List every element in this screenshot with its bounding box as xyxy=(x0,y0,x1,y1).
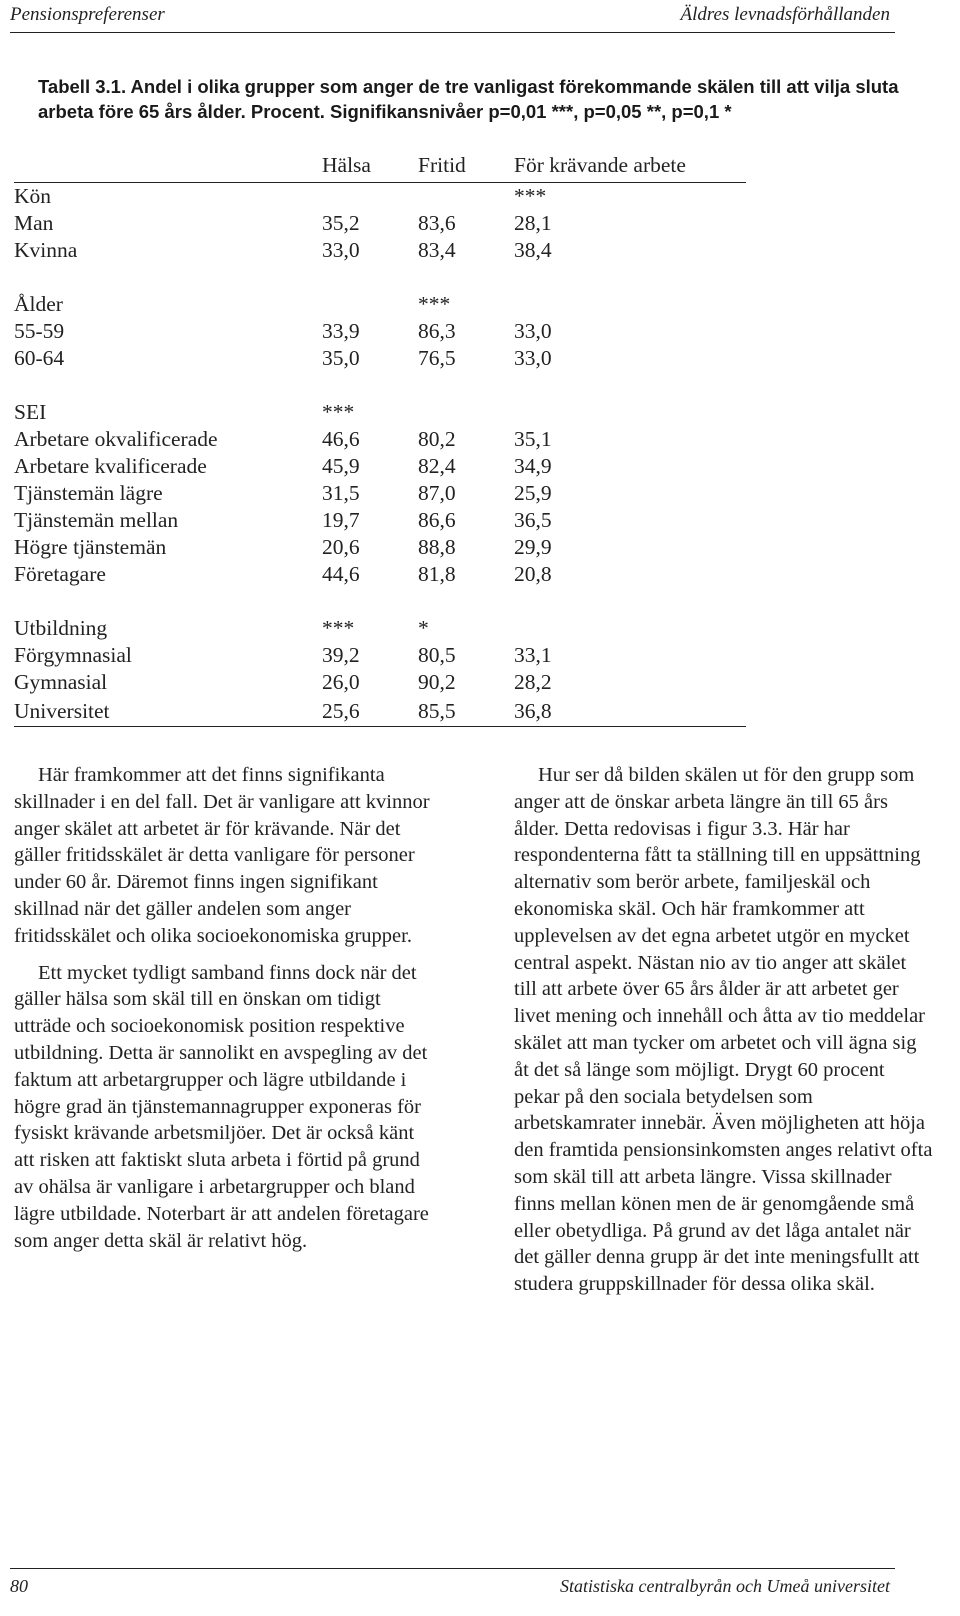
significance-marker: *** xyxy=(514,184,547,208)
cell-value: 81,8 xyxy=(418,562,456,586)
table-row xyxy=(14,237,746,264)
cell-value: 35,0 xyxy=(322,346,360,370)
row-label: Arbetare okvalificerade xyxy=(14,427,218,451)
row-label: Arbetare kvalificerade xyxy=(14,454,207,478)
table-header-row xyxy=(14,148,746,183)
table-row xyxy=(14,210,746,237)
data-table xyxy=(14,148,746,727)
cell-value: 26,0 xyxy=(322,670,360,694)
cell-value: 83,4 xyxy=(418,238,456,262)
significance-marker xyxy=(322,183,418,211)
group-row-utbildning xyxy=(14,615,746,642)
footer-rule xyxy=(10,1568,895,1569)
cell-value: 20,6 xyxy=(322,535,360,559)
row-label: Företagare xyxy=(14,562,106,586)
table-row xyxy=(14,507,746,534)
paragraph: Ett mycket tydligt samband finns dock när det gäller hälsa som skäl till en önskan om tidigt utträde och socioekonomisk position respektive utbildning. Detta är sannolikt en avspegling av det faktum att arbetargrupper och lägre utbildande i högre grad än tjänstemannagrupper exponeras för fysiskt krävande arbetsmiljöer. Det är också känt att risken att faktiskt sluta arbeta i förtid på grund av ohälsa är vanligare i arbetargrupper och bland lägre utbildade. Noterbart är att andelen företagare som anger detta skäl är relativt hög. xyxy=(14,961,429,1252)
group-label: Kön xyxy=(14,184,52,208)
spacer-row xyxy=(14,264,746,291)
cell-value: 35,1 xyxy=(514,427,552,451)
cell-value: 38,4 xyxy=(514,238,552,262)
row-label: Tjänstemän lägre xyxy=(14,481,163,505)
column-header-fritid: Fritid xyxy=(418,148,514,183)
cell-value: 28,2 xyxy=(514,670,552,694)
table-row xyxy=(14,318,746,345)
row-label: Högre tjänstemän xyxy=(14,535,167,559)
cell-value: 36,5 xyxy=(514,508,552,532)
cell-value: 20,8 xyxy=(514,562,552,586)
cell-value: 25,9 xyxy=(514,481,552,505)
cell-value: 76,5 xyxy=(418,346,456,370)
cell-value: 45,9 xyxy=(322,454,360,478)
group-row-sei xyxy=(14,399,746,426)
cell-value: 34,9 xyxy=(514,454,552,478)
table-row xyxy=(14,696,746,727)
cell-value: 44,6 xyxy=(322,562,360,586)
spacer-row xyxy=(14,372,746,399)
row-label: Kvinna xyxy=(14,238,78,262)
cell-value: 83,6 xyxy=(418,211,456,235)
significance-marker: * xyxy=(418,616,429,640)
cell-value: 33,0 xyxy=(322,238,360,262)
cell-value: 31,5 xyxy=(322,481,360,505)
significance-marker: *** xyxy=(322,400,355,424)
cell-value: 33,0 xyxy=(514,319,552,343)
cell-value: 82,4 xyxy=(418,454,456,478)
table-row xyxy=(14,561,746,588)
cell-value: 80,5 xyxy=(418,643,456,667)
cell-value: 28,1 xyxy=(514,211,552,235)
table-row xyxy=(14,345,746,372)
cell-value: 33,0 xyxy=(514,346,552,370)
row-label: Gymnasial xyxy=(14,670,108,694)
significance-marker xyxy=(514,399,746,426)
table-row xyxy=(14,669,746,696)
cell-value: 29,9 xyxy=(514,535,552,559)
left-text-column xyxy=(14,762,434,1308)
row-label: Man xyxy=(14,211,54,235)
cell-value: 85,5 xyxy=(418,696,514,727)
header-rule xyxy=(10,32,895,33)
body-text-columns xyxy=(14,762,934,1308)
group-row-alder xyxy=(14,291,746,318)
footer-publisher: Statistiska centralbyrån och Umeå universitet xyxy=(560,1575,890,1596)
significance-marker: *** xyxy=(322,616,355,640)
table-row xyxy=(14,426,746,453)
cell-value: 35,2 xyxy=(322,211,360,235)
cell-value: 36,8 xyxy=(514,696,746,727)
group-label: Utbildning xyxy=(14,616,108,640)
cell-value: 88,8 xyxy=(418,535,456,559)
row-label: Förgymnasial xyxy=(14,643,132,667)
table-row xyxy=(14,453,746,480)
header-left-title: Pensionspreferenser xyxy=(10,4,165,25)
running-header xyxy=(10,2,890,28)
page-footer xyxy=(10,1574,890,1598)
column-header-halsa: Hälsa xyxy=(322,148,418,183)
cell-value: 25,6 xyxy=(322,696,418,727)
cell-value: 33,9 xyxy=(322,319,360,343)
significance-marker xyxy=(514,615,746,642)
cell-value: 80,2 xyxy=(418,427,456,451)
column-header-for-kravande-arbete: För krävande arbete xyxy=(514,148,746,183)
row-label: Tjänstemän mellan xyxy=(14,508,179,532)
cell-value: 19,7 xyxy=(322,508,360,532)
row-label: Universitet xyxy=(14,696,322,727)
paragraph: Hur ser då bilden skälen ut för den grupp som anger att de önskar arbeta längre än till 65 års ålder. Detta redovisas i figur 3.3. Här har respondenterna fått ta ställning till en uppsättning alternativ som berör arbete, familjeskäl och ekonomiska skäl. Och här framkommer att upplevelsen av det egna arbetet utgör en mycket central aspekt. Nästan nio av tio anger att skälet till att arbete över 65 års ålder är att arbetet ger livet mening och innehåll och åtta av tio meddelar skälet att man tycker om arbetet och vill ägna sig åt det så länge som möjligt. Drygt 60 procent pekar på den sociala betydelsen som arbetskamrater innebär. Även möjligheten att höja den framtida pensionsinkomsten anges relativt ofta som skäl till att arbeta längre. Vissa skillnader finns mellan könen men de är genomgående små eller obetydliga. På grund av det låga antalet när det gäller denna grupp är det inte meningsfullt att studera gruppskillnader för dessa olika skäl. xyxy=(514,764,933,1296)
row-label: 60-64 xyxy=(14,346,65,370)
spacer-row xyxy=(14,588,746,615)
group-label: Ålder xyxy=(14,292,63,316)
significance-marker xyxy=(418,399,514,426)
cell-value: 90,2 xyxy=(418,670,456,694)
significance-marker xyxy=(322,291,418,318)
table-caption: Tabell 3.1. Andel i olika grupper som anger de tre vanligast förekommande skälen till att vilja sluta arbeta före 65 års ålder. Procent. Signifikansnivåer p=0,01 ***, p=0,05 **, p=0,1 * xyxy=(38,76,899,122)
right-text-column xyxy=(514,762,934,1308)
row-label: 55-59 xyxy=(14,319,65,343)
header-right-title: Äldres levnadsförhållanden xyxy=(680,4,890,25)
table-container xyxy=(14,148,746,727)
group-label: SEI xyxy=(14,400,47,424)
cell-value: 87,0 xyxy=(418,481,456,505)
paragraph: Här framkommer att det finns signifikanta skillnader i en del fall. Det är vanligare att kvinnor anger skälet att arbetet är för krävande. När det gäller fritidsskälet är detta vanligare för personer under 60 år. Däremot finns ingen signifikant skillnad när det gäller andelen som anger fritidsskälet och olika socioekonomiska grupper. xyxy=(14,764,430,947)
table-row xyxy=(14,480,746,507)
table-row xyxy=(14,534,746,561)
page-number: 80 xyxy=(10,1575,28,1596)
significance-marker xyxy=(514,291,746,318)
cell-value: 39,2 xyxy=(322,643,360,667)
column-header-empty xyxy=(14,148,322,183)
cell-value: 86,3 xyxy=(418,319,456,343)
group-row-kon xyxy=(14,183,746,211)
cell-value: 86,6 xyxy=(418,508,456,532)
cell-value: 33,1 xyxy=(514,643,552,667)
table-row xyxy=(14,642,746,669)
cell-value: 46,6 xyxy=(322,427,360,451)
significance-marker xyxy=(418,183,514,211)
significance-marker: *** xyxy=(418,292,451,316)
